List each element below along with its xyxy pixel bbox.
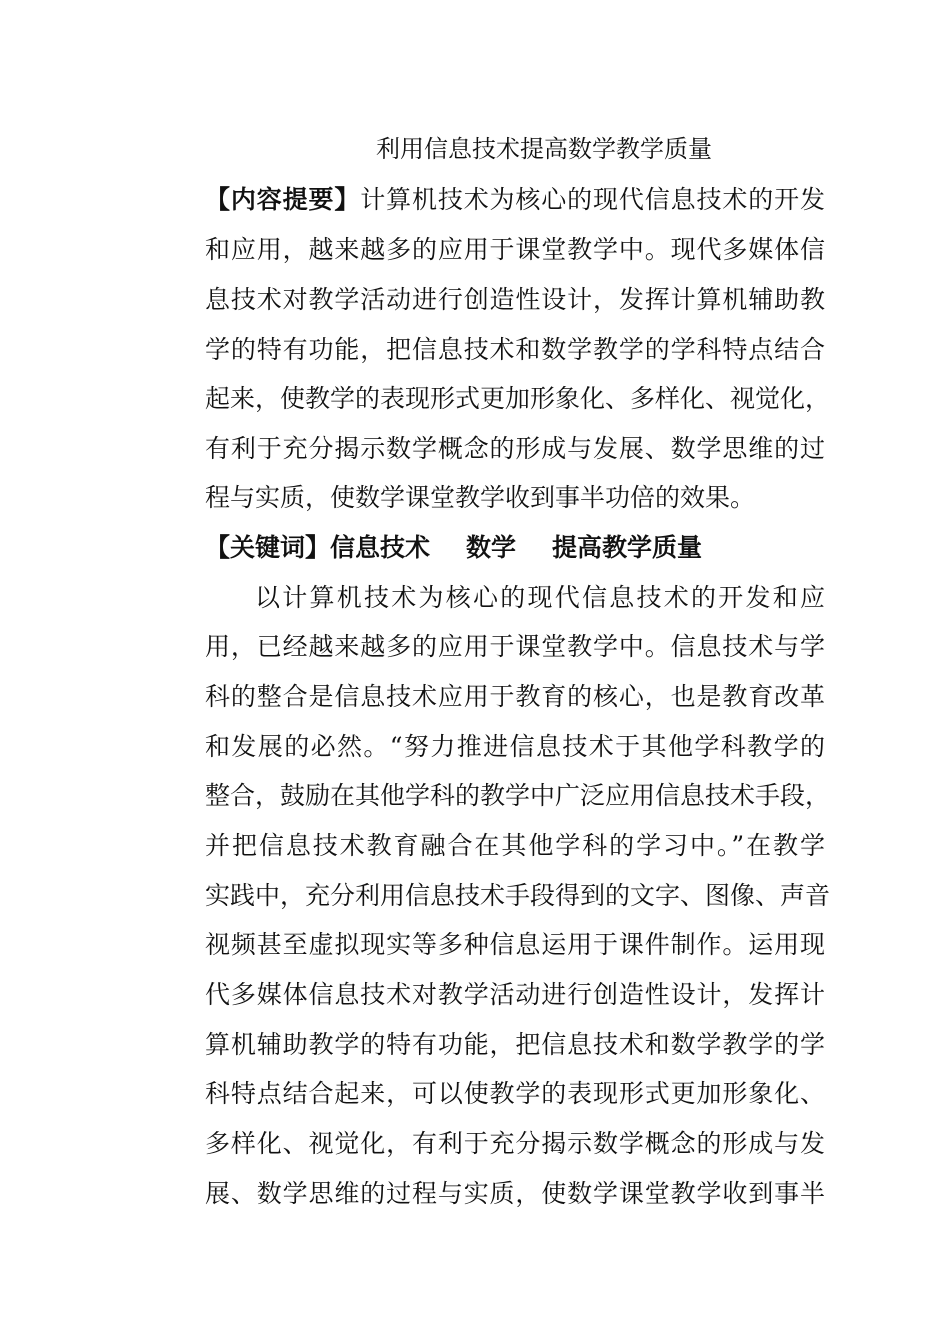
abstract-line-1 (205, 180, 825, 220)
body-line-12: 多样化、视觉化，有利于充分揭示数学概念的形成与发 (205, 1129, 825, 1158)
keywords-line (205, 528, 702, 568)
body-line-10: 算机辅助教学的特有功能，把信息技术和数学教学的学 (205, 1030, 825, 1059)
abstract-line-7: 程与实质，使数学课堂教学收到事半功倍的效果。 (205, 483, 756, 512)
keyword-item: 提高教学质量 (552, 533, 703, 562)
abstract-label: 【内容提要】 (205, 185, 361, 214)
abstract-line-5: 起来，使教学的表现形式更加形象化、多样化、视觉化， (205, 384, 831, 413)
body-line-7: 实践中，充分利用信息技术手段得到的文字、图像、声音 (205, 881, 831, 910)
abstract-line-6: 有利于充分揭示数学概念的形成与发展、数学思维的过 (205, 434, 825, 463)
keywords-label: 【关键词】 (205, 533, 331, 562)
body-line-5: 整合，鼓励在其他学科的教学中广泛应用信息技术手段， (205, 781, 831, 810)
body-line-6: 并把信息技术教育融合在其他学科的学习中。”在教学 (205, 831, 825, 860)
abstract-line-text: 计算机技术为核心的现代信息技术的开发 (360, 185, 825, 214)
body-line-3: 科的整合是信息技术应用于教育的核心，也是教育改革 (205, 682, 825, 711)
body-line-13: 展、数学思维的过程与实质，使数学课堂教学收到事半 (205, 1179, 825, 1208)
body-line-9: 代多媒体信息技术对教学活动进行创造性设计，发挥计 (205, 980, 825, 1009)
body-line-11: 科特点结合起来，可以使教学的表现形式更加形象化、 (205, 1079, 825, 1108)
abstract-line-4: 学的特有功能，把信息技术和数学教学的学科特点结合 (205, 335, 825, 364)
body-line-8: 视频甚至虚拟现实等多种信息运用于课件制作。运用现 (205, 930, 825, 959)
document-title: 利用信息技术提高数学教学质量 (376, 135, 712, 163)
abstract-line-2: 和应用，越来越多的应用于课堂教学中。现代多媒体信 (205, 235, 825, 264)
body-line-1: 以计算机技术为核心的现代信息技术的开发和应 (255, 583, 825, 612)
keyword-item: 数学 (466, 533, 517, 562)
abstract-line-3: 息技术对教学活动进行创造性设计，发挥计算机辅助教 (205, 285, 825, 314)
body-line-2: 用，已经越来越多的应用于课堂教学中。信息技术与学 (205, 632, 825, 661)
keyword-item: 信息技术 (330, 533, 431, 562)
body-line-4: 和发展的必然。“努力推进信息技术于其他学科教学的 (205, 732, 825, 761)
